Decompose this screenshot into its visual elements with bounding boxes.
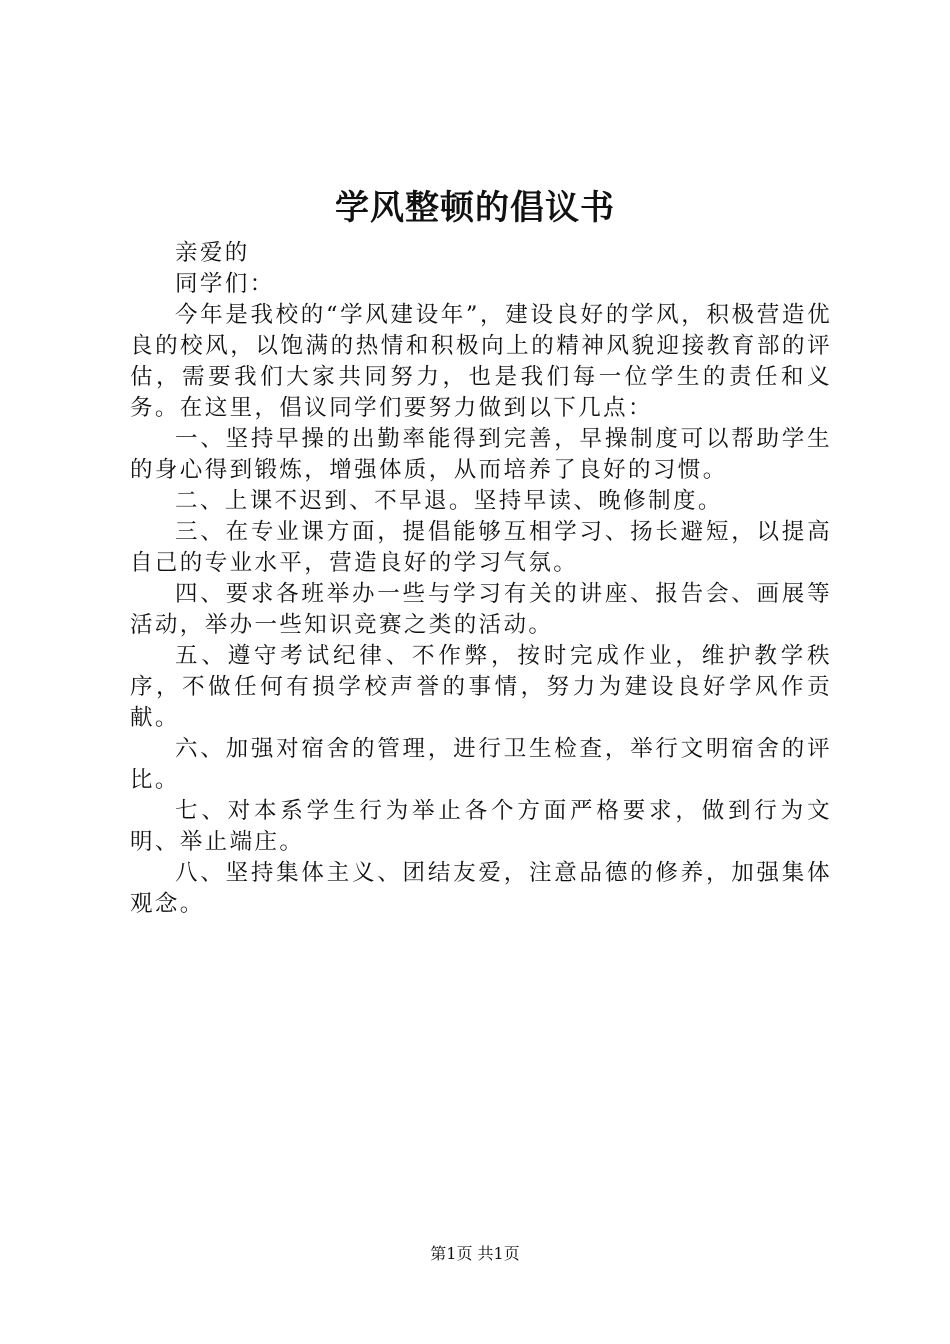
document-title: 学风整顿的倡议书 (335, 188, 615, 228)
paragraph-item-4: 四、要求各班举办一些与学习有关的讲座、报告会、画展等活动，举办一些知识竞赛之类的活动。 (130, 581, 832, 638)
page-footer: 第1页 共1页 (430, 1244, 520, 1263)
salutation-line-1: 亲爱的 (175, 240, 250, 266)
paragraph-item-6: 六、加强对宿舍的管理，进行卫生检查，举行文明宿舍的评比。 (130, 736, 832, 793)
paragraph-item-1: 一、坚持早操的出勤率能得到完善，早操制度可以帮助学生的身心得到锻炼，增强体质，从而培养了良好的习惯。 (130, 426, 832, 483)
paragraph-item-3: 三、在专业课方面，提倡能够互相学习、扬长避短，以提高自己的专业水平，营造良好的学习气氛。 (130, 519, 832, 576)
paragraph-item-8: 八、坚持集体主义、团结友爱，注意品德的修养，加强集体观念。 (130, 860, 832, 917)
document-body (130, 238, 832, 920)
paragraph-item-5: 五、遵守考试纪律、不作弊，按时完成作业，维护教学秩序，不做任何有损学校声誉的事情，努力为建设良好学风作贡献。 (130, 643, 832, 731)
paragraph-item-7: 七、对本系学生行为举止各个方面严格要求，做到行为文明、举止端庄。 (130, 798, 832, 855)
salutation-line-2: 同学们： (175, 271, 275, 297)
paragraph-intro: 今年是我校的“学风建设年”，建设良好的学风，积极营造优良的校风，以饱满的热情和积极向上的精神风貌迎接教育部的评估，需要我们大家共同努力，也是我们每一位学生的责任和义务。在这里，倡议同学们要努力做到以下几点： (130, 302, 832, 421)
paragraph-item-2: 二、上课不迟到、不早退。坚持早读、晚修制度。 (175, 488, 723, 514)
